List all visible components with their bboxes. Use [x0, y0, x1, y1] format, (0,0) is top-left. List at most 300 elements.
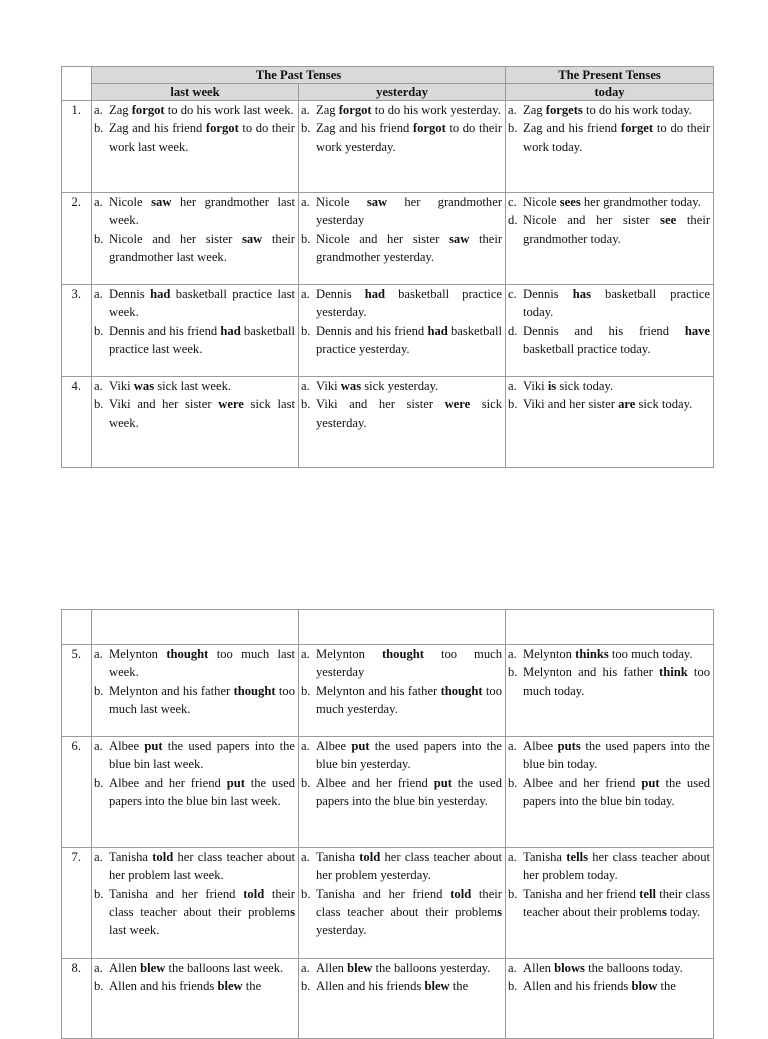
- today-cell: [506, 959, 714, 1039]
- text-run: Viki and her sister: [109, 397, 219, 412]
- text-run: their class teacher about their problem: [316, 886, 502, 919]
- text-run: the balloons yesterday.: [372, 961, 491, 975]
- text-run: Albee and her friend: [316, 775, 434, 790]
- sentence-item: [299, 322, 505, 359]
- text-run: last week.: [109, 923, 160, 938]
- sentence-item: [506, 211, 713, 248]
- item-letter: c.: [508, 195, 517, 209]
- item-letter: a.: [508, 961, 517, 975]
- text-run: Dennis: [109, 287, 151, 301]
- verb-bold: is: [547, 379, 557, 393]
- text-run: to do their work last week.: [109, 121, 295, 154]
- sentence-text: [109, 977, 298, 995]
- text-run: Albee and her friend: [523, 775, 642, 790]
- sentence-text: [109, 193, 298, 230]
- today-cell: [506, 101, 714, 193]
- sentence-text: [523, 101, 713, 119]
- text-run: her grandmother last week.: [109, 195, 295, 228]
- yesterday-column-header: yesterday: [299, 84, 506, 101]
- item-letter: a.: [301, 195, 310, 209]
- sentence-item: [299, 119, 505, 156]
- item-letter: a.: [508, 379, 517, 393]
- sentence-item: [299, 977, 505, 995]
- item-letter: a.: [94, 961, 103, 975]
- sentence-item: [506, 193, 713, 211]
- sentence-item: [299, 395, 505, 432]
- verb-bold: tell: [639, 886, 656, 901]
- item-letter: b.: [94, 397, 104, 412]
- verb-bold: had: [427, 323, 448, 338]
- sentence-item: [299, 193, 505, 230]
- verb-bold: are: [618, 397, 636, 412]
- sentence-text: [523, 848, 713, 885]
- sentence-text: [109, 959, 298, 977]
- sentence-item: [506, 322, 713, 359]
- last-week-cell: [92, 645, 299, 737]
- last-week-cell: [92, 377, 299, 468]
- sentence-text: [109, 885, 298, 940]
- text-run: sick today.: [556, 379, 614, 393]
- sentence-text: [316, 848, 505, 885]
- item-letter: a.: [301, 287, 310, 301]
- today-column-header: today: [506, 84, 714, 101]
- verb-bold: saw: [366, 195, 388, 209]
- past-tenses-header: The Past Tenses: [92, 67, 506, 84]
- table-row: [62, 737, 714, 848]
- table-row: [62, 848, 714, 959]
- text-run: sick yesterday.: [316, 397, 503, 430]
- yesterday-cell: [299, 193, 506, 285]
- yesterday-cell: [299, 285, 506, 377]
- verb-bold: put: [433, 775, 452, 790]
- verb-bold: forgets: [545, 103, 583, 117]
- text-run: yesterday.: [316, 923, 367, 938]
- verb-bold: put: [144, 739, 163, 753]
- sentence-item: [92, 737, 298, 774]
- item-letter: a.: [94, 103, 103, 117]
- sentence-item: [92, 230, 298, 267]
- last-week-cell: [92, 848, 299, 959]
- sentence-text: [523, 885, 713, 922]
- row-number: 5.: [62, 645, 92, 737]
- sentence-text: [316, 230, 505, 267]
- text-run: too much last week.: [109, 647, 295, 680]
- verb-bold: forget: [620, 121, 654, 136]
- sentence-text: [109, 395, 298, 432]
- last-week-column-header: last week: [92, 84, 299, 101]
- text-run: to do his work last week.: [164, 103, 294, 117]
- item-letter: b.: [508, 775, 518, 790]
- text-run: too much today.: [608, 647, 693, 661]
- sentence-item: [506, 848, 713, 885]
- row-number: 2.: [62, 193, 92, 285]
- text-run: too much yesterday: [316, 647, 503, 680]
- sentence-text: [316, 977, 505, 995]
- blank-header-cell: [506, 610, 714, 645]
- sentence-item: [92, 885, 298, 940]
- item-letter: a.: [301, 850, 310, 864]
- text-run: Tanisha and her friend: [523, 886, 640, 901]
- sentence-item: [506, 959, 713, 977]
- row-number: 8.: [62, 959, 92, 1039]
- text-run: Zag: [109, 103, 132, 117]
- sentence-item: [299, 848, 505, 885]
- text-run: basketball practice yesterday.: [316, 287, 503, 320]
- verb-bold: forgot: [338, 103, 372, 117]
- text-run: Tanisha: [523, 850, 567, 864]
- verb-bold: blew: [140, 961, 166, 975]
- item-letter: b.: [94, 683, 104, 698]
- verb-bold: forgot: [412, 121, 446, 136]
- verb-bold: s: [290, 904, 295, 919]
- text-run: Melynton: [316, 647, 382, 661]
- item-letter: b.: [301, 323, 311, 338]
- sentence-item: [299, 959, 505, 977]
- sentence-item: [299, 230, 505, 267]
- sentence-text: [109, 682, 298, 719]
- verb-bold: told: [152, 850, 174, 864]
- verb-bold: thinks: [575, 647, 609, 661]
- row-number: 7.: [62, 848, 92, 959]
- text-run: to do his work yesterday.: [371, 103, 501, 117]
- sentence-text: [523, 377, 713, 395]
- sentence-item: [92, 682, 298, 719]
- row-number: 1.: [62, 101, 92, 193]
- verb-bold: sees: [559, 195, 581, 209]
- verb-bold: blew: [347, 961, 373, 975]
- sentence-item: [92, 285, 298, 322]
- text-run: Allen and his friends: [523, 979, 632, 994]
- text-run: the used papers into the blue bin yesterday.: [316, 775, 502, 808]
- item-letter: b.: [94, 979, 104, 994]
- today-cell: [506, 737, 714, 848]
- text-run: Allen: [316, 961, 348, 975]
- sentence-item: [299, 885, 505, 940]
- verb-bold: put: [226, 775, 245, 790]
- verb-bold: think: [659, 665, 688, 680]
- sentence-text: [109, 230, 298, 267]
- yesterday-cell: [299, 848, 506, 959]
- verb-bold: had: [220, 323, 241, 338]
- verb-bold: puts: [557, 739, 581, 753]
- text-run: basketball practice today.: [523, 287, 711, 320]
- text-run: Nicole and her sister: [523, 213, 661, 228]
- sentence-text: [316, 682, 505, 719]
- sentence-text: [316, 885, 505, 940]
- item-letter: a.: [508, 647, 517, 661]
- text-run: Zag and his friend: [523, 121, 621, 136]
- text-run: Viki and her sister: [316, 397, 445, 412]
- item-letter: a.: [94, 287, 103, 301]
- present-tenses-header: The Present Tenses: [506, 67, 714, 84]
- verb-bold: has: [572, 287, 591, 301]
- table-row: [62, 101, 714, 193]
- text-run: her class teacher about her problem yesterday.: [316, 850, 503, 883]
- sentence-item: [92, 377, 298, 395]
- text-run: Nicole: [316, 195, 367, 209]
- sentence-text: [316, 119, 505, 156]
- text-run: Dennis and his friend: [523, 323, 685, 338]
- blank-header-cell: [299, 610, 506, 645]
- verb-bold: blew: [424, 979, 450, 994]
- verb-bold: thought: [233, 683, 276, 698]
- text-run: Albee and her friend: [109, 775, 227, 790]
- row-number: 4.: [62, 377, 92, 468]
- text-run: Nicole and her sister: [109, 231, 242, 246]
- sentence-item: [92, 645, 298, 682]
- item-letter: a.: [301, 103, 310, 117]
- text-run: basketball practice last week.: [109, 287, 296, 320]
- table-row: [62, 645, 714, 737]
- verb-bold: put: [351, 739, 370, 753]
- sentence-text: [316, 322, 505, 359]
- sentence-text: [109, 848, 298, 885]
- item-letter: a.: [301, 647, 310, 661]
- text-run: their grandmother last week.: [109, 231, 295, 264]
- text-run: Tanisha and her friend: [316, 886, 451, 901]
- text-run: to do his work today.: [582, 103, 692, 117]
- sentence-item: [299, 645, 505, 682]
- verb-bold: were: [444, 397, 471, 412]
- verb-bold: forgot: [131, 103, 165, 117]
- text-run: her class teacher about her problem today.: [523, 850, 711, 883]
- text-run: Tanisha: [109, 850, 153, 864]
- text-run: Melynton and his father: [109, 683, 234, 698]
- text-run: Allen and his friends: [316, 979, 425, 994]
- today-cell: [506, 377, 714, 468]
- sentence-item: [506, 101, 713, 119]
- last-week-cell: [92, 737, 299, 848]
- blank-header-cell: [62, 610, 92, 645]
- text-run: their class teacher about their problem: [523, 886, 710, 919]
- text-run: too much yesterday.: [316, 683, 502, 716]
- text-run: her grandmother yesterday: [316, 195, 503, 228]
- sentence-item: [299, 682, 505, 719]
- item-letter: b.: [301, 886, 311, 901]
- item-letter: c.: [508, 287, 517, 301]
- verb-bold: blows: [554, 961, 585, 975]
- sentence-item: [299, 101, 505, 119]
- sentence-text: [523, 285, 713, 322]
- item-letter: a.: [301, 961, 310, 975]
- sentence-text: [523, 395, 713, 413]
- sentence-item: [506, 774, 713, 811]
- last-week-cell: [92, 101, 299, 193]
- text-run: their grandmother today.: [523, 213, 711, 246]
- sentence-text: [316, 959, 505, 977]
- sentence-item: [506, 737, 713, 774]
- verb-bold: saw: [151, 195, 172, 209]
- tenses-table-1: [61, 66, 714, 468]
- sentence-item: [506, 377, 713, 395]
- verb-bold: had: [150, 287, 171, 301]
- item-letter: b.: [94, 886, 104, 901]
- sentence-text: [523, 977, 713, 995]
- verb-bold: told: [359, 850, 381, 864]
- text-run: Zag: [316, 103, 339, 117]
- table-row: [62, 285, 714, 377]
- item-letter: b.: [301, 683, 311, 698]
- text-run: sick last week.: [109, 397, 295, 430]
- item-letter: a.: [94, 739, 103, 753]
- item-letter: a.: [508, 850, 517, 864]
- sentence-item: [92, 959, 298, 977]
- text-run: to do their work today.: [523, 121, 711, 154]
- sentence-item: [299, 737, 505, 774]
- sentence-text: [109, 119, 298, 156]
- text-run: Viki: [523, 379, 548, 393]
- text-run: Viki: [316, 379, 341, 393]
- item-letter: b.: [94, 121, 104, 136]
- text-run: Zag and his friend: [316, 121, 413, 136]
- sentence-text: [316, 285, 505, 322]
- sentence-text: [316, 774, 505, 811]
- text-run: the used papers into the blue bin last week.: [109, 775, 295, 808]
- blank-header-cell: [92, 610, 299, 645]
- item-letter: b.: [508, 397, 518, 412]
- sentence-text: [523, 322, 713, 359]
- sentence-text: [109, 774, 298, 811]
- table-row: [62, 959, 714, 1039]
- verb-bold: put: [641, 775, 660, 790]
- verb-bold: s: [661, 904, 667, 919]
- verb-bold: saw: [241, 231, 263, 246]
- text-run: sick yesterday.: [361, 379, 439, 393]
- yesterday-cell: [299, 645, 506, 737]
- sentence-text: [523, 193, 713, 211]
- verb-bold: thought: [440, 683, 483, 698]
- text-run: the used papers into the blue bin yesterday.: [316, 739, 503, 772]
- verb-bold: told: [450, 886, 472, 901]
- verb-bold: saw: [449, 231, 470, 246]
- item-letter: b.: [508, 121, 518, 136]
- sentence-text: [316, 395, 505, 432]
- verb-bold: was: [133, 379, 155, 393]
- item-letter: b.: [301, 121, 311, 136]
- text-run: Albee: [316, 739, 352, 753]
- tenses-table-2: [61, 609, 714, 1039]
- text-run: Dennis: [316, 287, 365, 301]
- yesterday-cell: [299, 101, 506, 193]
- item-letter: d.: [508, 323, 518, 338]
- text-run: Nicole and her sister: [316, 231, 449, 246]
- item-letter: d.: [508, 213, 518, 228]
- text-run: Dennis and his friend: [109, 323, 221, 338]
- text-run: her grandmother today.: [580, 195, 701, 209]
- text-run: sick today.: [635, 397, 693, 412]
- text-run: Dennis and his friend: [316, 323, 428, 338]
- text-run: her class teacher about her problem last week.: [109, 850, 296, 883]
- sentence-text: [109, 322, 298, 359]
- text-run: the used papers into the blue bin last week.: [109, 739, 296, 772]
- sentence-text: [109, 101, 298, 119]
- item-letter: b.: [508, 886, 518, 901]
- text-run: Allen: [109, 961, 141, 975]
- verb-bold: was: [340, 379, 362, 393]
- text-run: their grandmother yesterday.: [316, 231, 503, 264]
- sentence-item: [92, 322, 298, 359]
- text-run: Albee: [109, 739, 145, 753]
- text-run: the: [449, 979, 469, 994]
- text-run: Dennis: [523, 287, 573, 301]
- text-run: Allen: [523, 961, 555, 975]
- text-run: the: [657, 979, 676, 994]
- text-run: basketball practice today.: [523, 341, 651, 356]
- today-cell: [506, 285, 714, 377]
- sentence-text: [316, 101, 505, 119]
- table-row: [62, 377, 714, 468]
- row-number: 3.: [62, 285, 92, 377]
- sentence-text: [316, 737, 505, 774]
- item-letter: a.: [94, 195, 103, 209]
- verb-bold: blew: [217, 979, 243, 994]
- text-run: the balloons last week.: [165, 961, 284, 975]
- verb-bold: see: [660, 213, 677, 228]
- today-cell: [506, 848, 714, 959]
- text-run: Viki: [109, 379, 134, 393]
- sentence-text: [523, 645, 713, 663]
- table-row: [62, 193, 714, 285]
- sentence-item: [299, 774, 505, 811]
- sentence-item: [92, 395, 298, 432]
- text-run: basketball practice last week.: [109, 323, 295, 356]
- text-run: Nicole: [523, 195, 560, 209]
- sentence-item: [299, 377, 505, 395]
- sentence-item: [506, 645, 713, 663]
- sentence-item: [506, 663, 713, 700]
- text-run: to do their work yesterday.: [316, 121, 503, 154]
- last-week-cell: [92, 285, 299, 377]
- verb-bold: thought: [166, 647, 209, 661]
- verb-bold: blow: [631, 979, 658, 994]
- text-run: Viki and her sister: [523, 397, 619, 412]
- text-run: too much today.: [523, 665, 711, 698]
- item-letter: b.: [94, 775, 104, 790]
- text-run: Allen and his friends: [109, 979, 218, 994]
- text-run: Nicole: [109, 195, 152, 209]
- text-run: Melynton and his father: [523, 665, 659, 680]
- sentence-item: [506, 885, 713, 922]
- text-run: the: [242, 979, 262, 994]
- last-week-cell: [92, 959, 299, 1039]
- text-run: too much last week.: [109, 683, 295, 716]
- item-letter: b.: [301, 397, 311, 412]
- item-letter: a.: [94, 850, 103, 864]
- sentence-text: [523, 211, 713, 248]
- item-letter: b.: [301, 231, 311, 246]
- sentence-text: [523, 663, 713, 700]
- sentence-text: [523, 959, 713, 977]
- text-run: basketball practice yesterday.: [316, 323, 503, 356]
- sentence-item: [506, 395, 713, 413]
- sentence-item: [92, 101, 298, 119]
- item-letter: b.: [301, 775, 311, 790]
- item-letter: a.: [508, 739, 517, 753]
- sentence-item: [299, 285, 505, 322]
- text-run: the used papers into the blue bin today.: [523, 739, 710, 772]
- verb-bold: s: [497, 904, 502, 919]
- sentence-text: [316, 377, 505, 395]
- item-letter: a.: [508, 103, 517, 117]
- header-blank-cell: [62, 67, 92, 101]
- item-letter: b.: [94, 323, 104, 338]
- sentence-item: [506, 119, 713, 156]
- sentence-item: [506, 977, 713, 995]
- verb-bold: have: [684, 323, 711, 338]
- verb-bold: forgot: [205, 121, 239, 136]
- today-cell: [506, 193, 714, 285]
- sentence-item: [92, 977, 298, 995]
